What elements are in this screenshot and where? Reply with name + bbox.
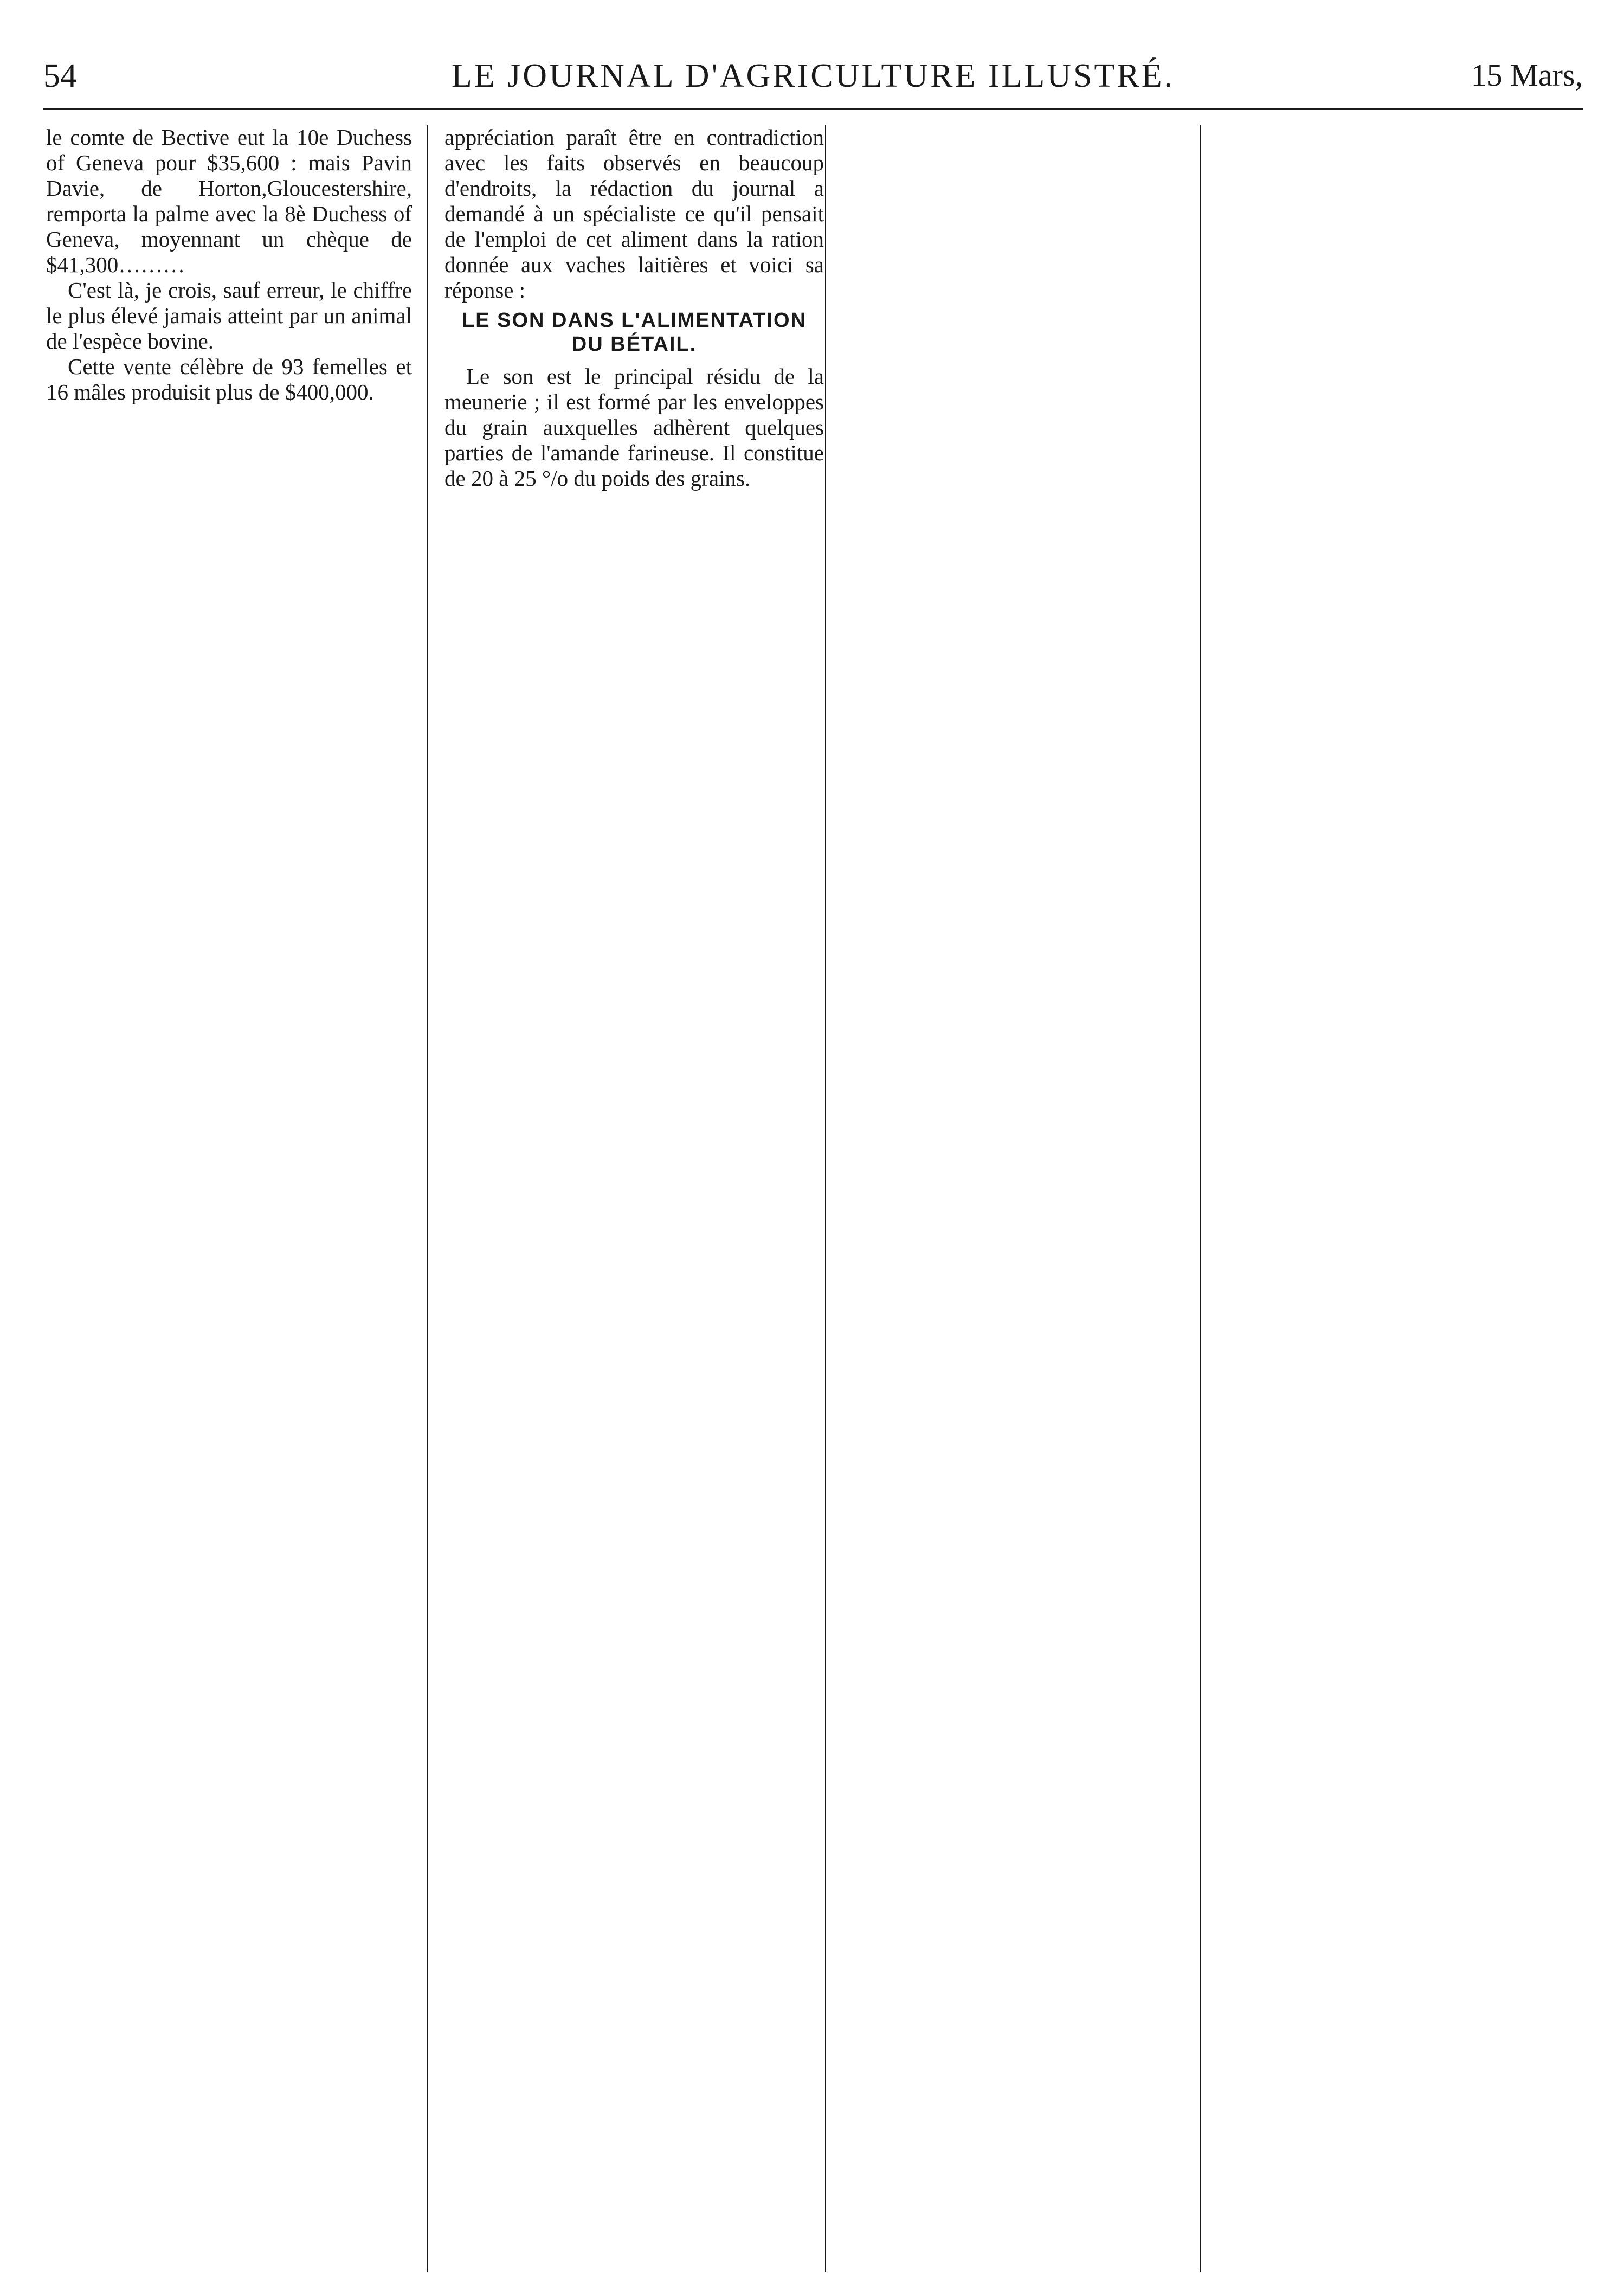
column-divider xyxy=(1200,125,1201,2272)
paragraph: appréciation paraît être en contradiction avec les faits observés en beaucoup d'endroits, la rédaction du journal a demandé à un spécialiste ce qu'il pensait de l'emploi de cet aliment dans la ration donnée aux vaches laitières et voici sa réponse : xyxy=(444,125,824,303)
issue-date: 15 Mars, xyxy=(1471,57,1583,93)
column-divider xyxy=(825,125,826,2272)
page-header xyxy=(43,57,1583,106)
paragraph: Le son est le principal résidu de la meunerie ; il est formé par les enveloppes du grain auxquelles adhèrent quelques parties de l'amande farineuse. Il constitue de 20 à 25 °/o du poids des grains. xyxy=(444,364,824,491)
article-heading: LE SON DANS L'ALIMENTATION DU BÉTAIL. xyxy=(462,309,807,356)
journal-title: LE JOURNAL D'AGRICULTURE ILLUSTRÉ. xyxy=(451,57,1175,94)
page-number: 54 xyxy=(43,57,77,94)
column-divider xyxy=(427,125,428,2272)
paragraph: C'est là, je crois, sauf erreur, le chiffre le plus élevé jamais atteint par un animal de l'espèce bovine. xyxy=(46,278,412,353)
paragraph: le comte de Bective eut la 10e Duchess of Geneva pour $35,600 : mais Pavin Davie, de Horton,Gloucestershire, remporta la palme avec la 8è Duchess of Geneva, moyennant un chèque de $41,300……… xyxy=(46,125,412,277)
column-2 xyxy=(444,125,824,491)
header-rule xyxy=(43,108,1583,110)
paragraph: Cette vente célèbre de 93 femelles et 16 mâles produisit plus de $400,000. xyxy=(46,354,412,404)
column-1 xyxy=(46,125,412,405)
